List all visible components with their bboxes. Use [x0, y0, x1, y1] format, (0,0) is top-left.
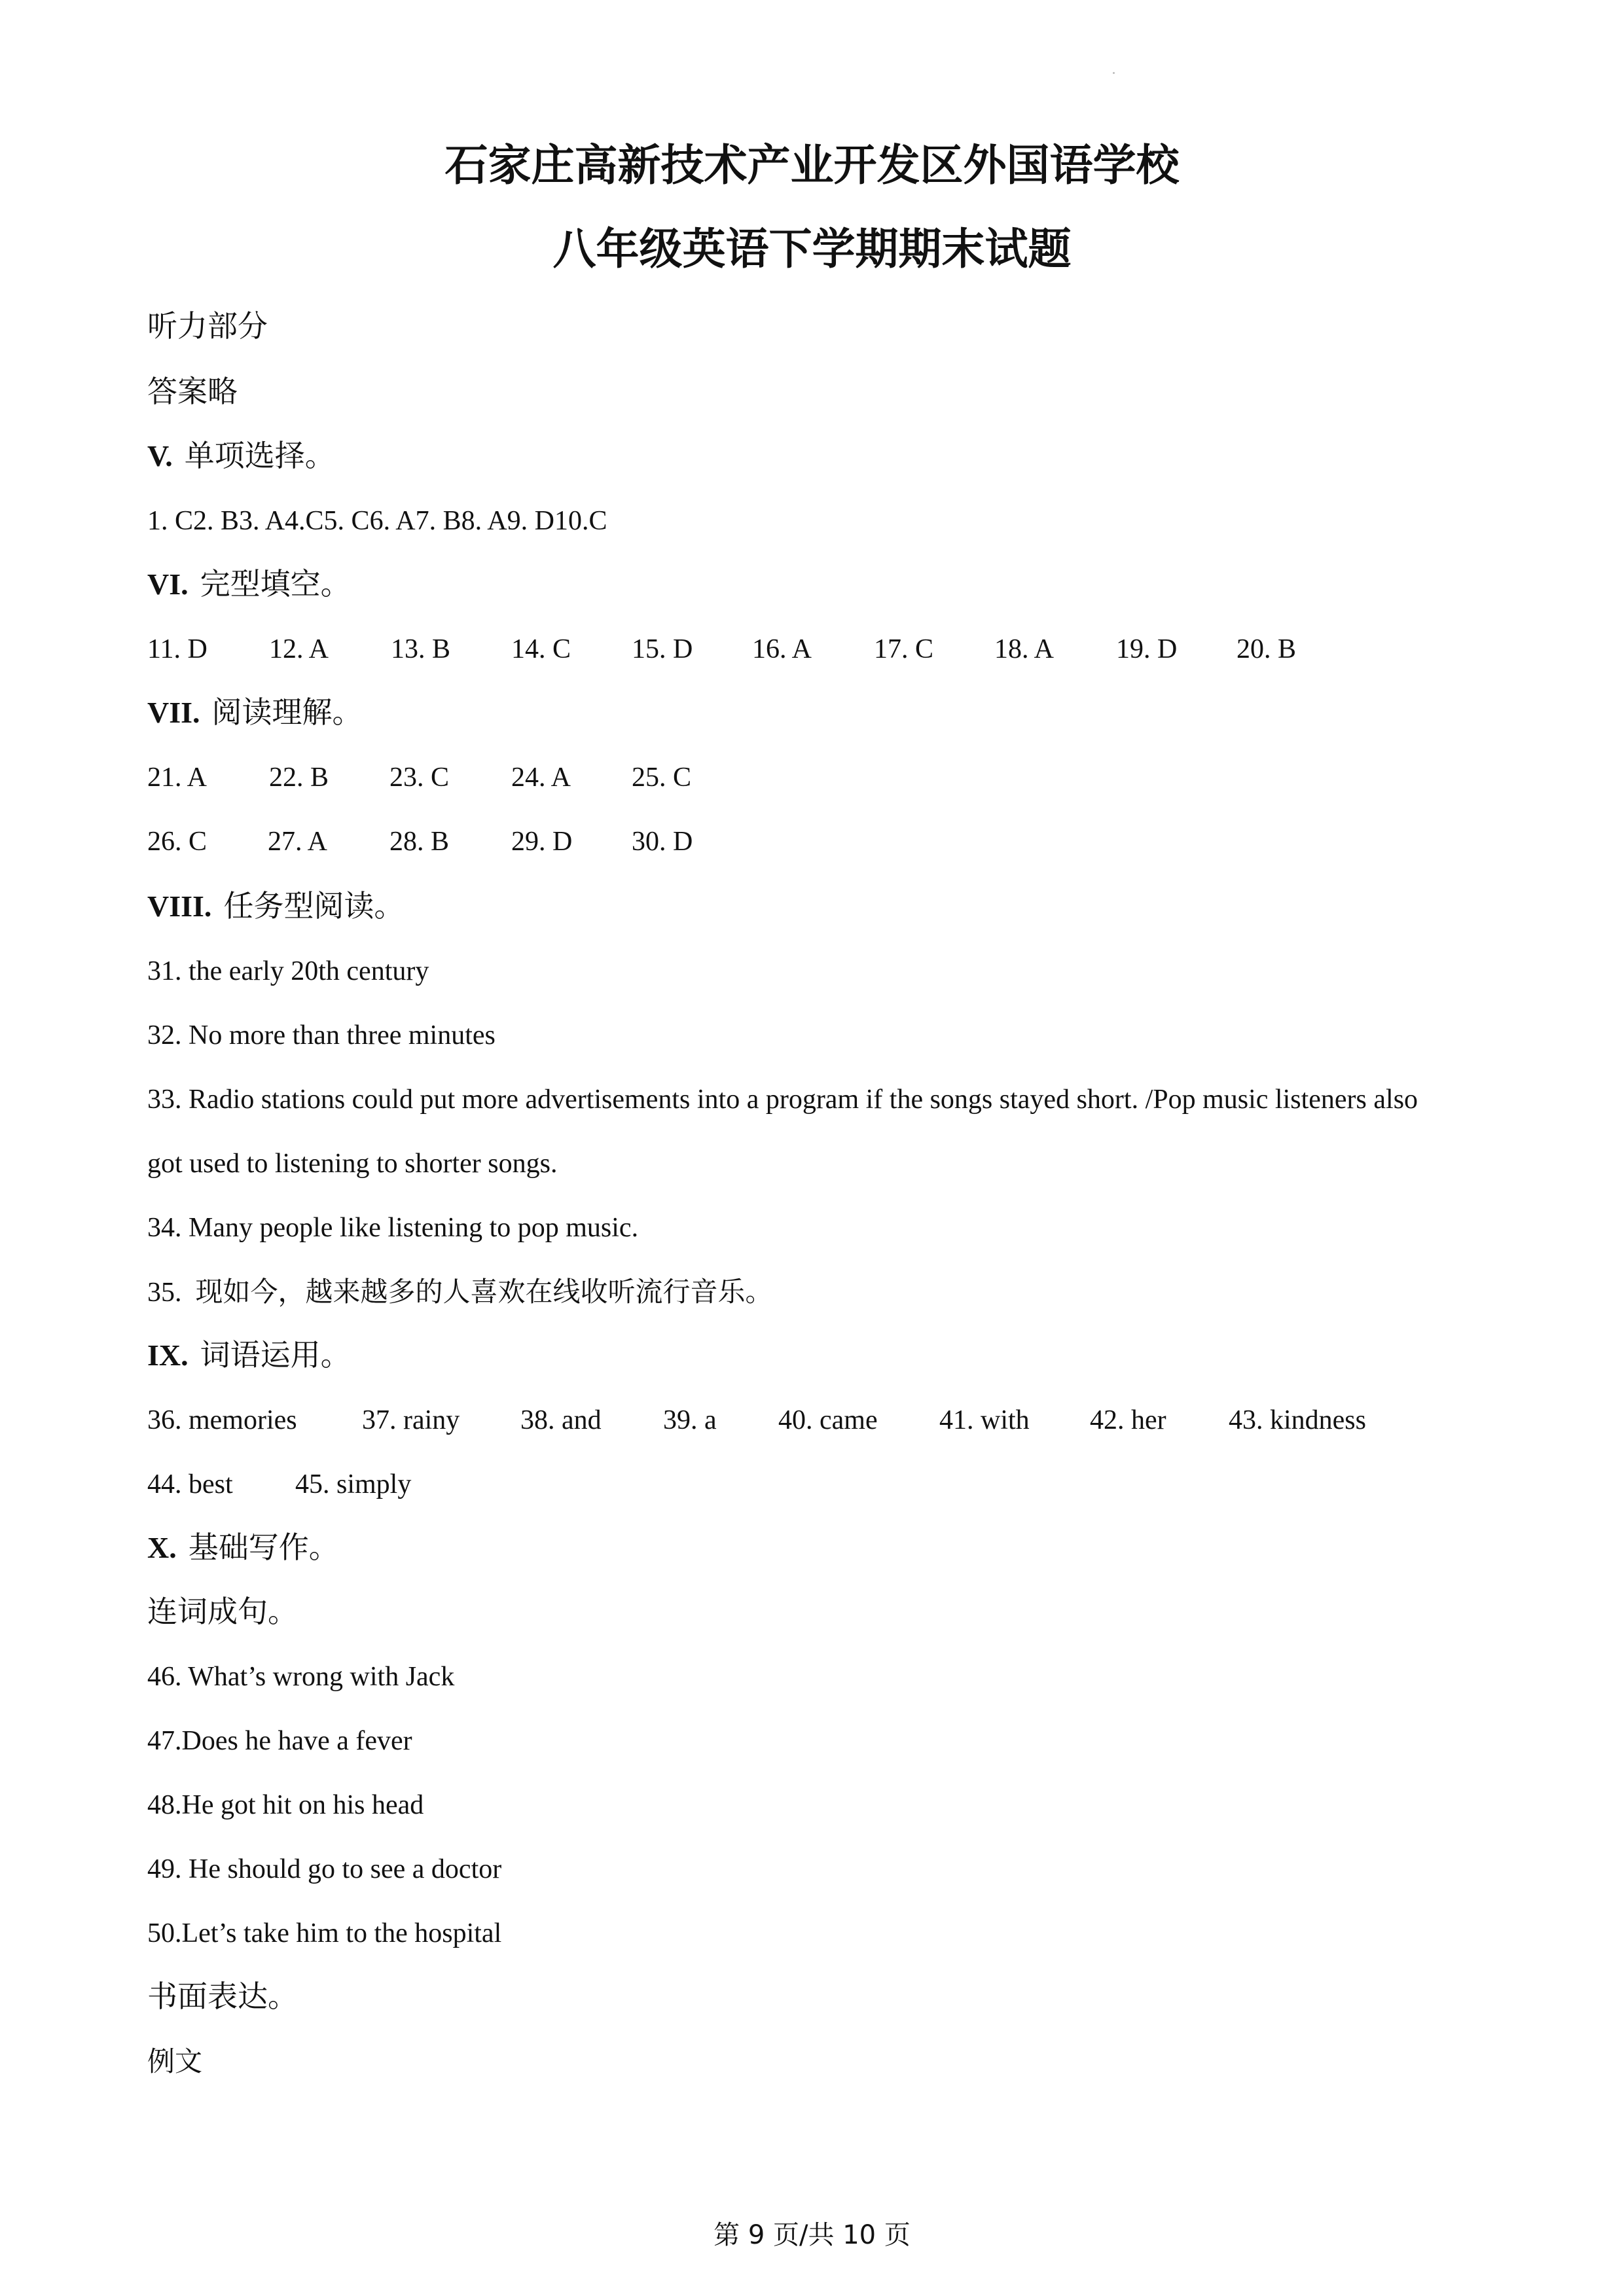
- answer-item: 12. A: [269, 634, 329, 664]
- answer-item: 44. best: [147, 1469, 233, 1499]
- section-vii-answers-row1: [147, 759, 933, 796]
- section-viii-number: VIII.: [147, 889, 212, 923]
- section-viii-title: 任务型阅读。: [223, 888, 405, 924]
- section-ix-title: 词语运用。: [200, 1337, 351, 1372]
- section-x-number: X.: [147, 1531, 177, 1564]
- answer-item: 30. D: [632, 827, 693, 857]
- answer-49: 49. He should go to see a doctor: [147, 1854, 502, 1884]
- answer-item: 22. B: [269, 762, 329, 793]
- answer-item: 40. came: [778, 1405, 878, 1435]
- section-x-title: 基础写作。: [188, 1530, 339, 1565]
- answer-32: 32. No more than three minutes: [147, 1020, 496, 1050]
- answer-item: 18. A: [994, 634, 1055, 664]
- answer-item: 21. A: [147, 762, 208, 793]
- section-v-number: V.: [147, 439, 173, 473]
- answer-item: 42. her: [1090, 1405, 1166, 1435]
- answer-35: [147, 1274, 773, 1311]
- section-vii-answers-row2: [147, 823, 933, 860]
- section-vii-title: 阅读理解。: [211, 694, 363, 730]
- section-vi-heading: [147, 565, 351, 603]
- answer-item: 43. kindness: [1229, 1405, 1366, 1435]
- answer-item: 15. D: [632, 634, 693, 664]
- answer-item: 45. simply: [295, 1469, 412, 1499]
- answer-34: 34. Many people like listening to pop music.: [147, 1213, 639, 1243]
- listening-note: 答案略: [147, 374, 238, 409]
- answer-35-text: 现如今，越来越多的人喜欢在线收听流行音乐。: [195, 1276, 773, 1308]
- answer-item: 41. with: [939, 1405, 1030, 1435]
- exam-title: 八年级英语下学期期末试题: [552, 223, 1072, 274]
- answer-item: 16. A: [752, 634, 812, 664]
- section-v-title: 单项选择。: [184, 438, 335, 473]
- answer-50: 50.Let’s take him to the hospital: [147, 1918, 502, 1948]
- page-number: 第 9 页/共 10 页: [713, 2220, 911, 2250]
- answer-item: 20. B: [1236, 634, 1297, 664]
- section-ix-heading: [147, 1336, 351, 1374]
- subheading-writing: 书面表达。: [147, 1979, 298, 2014]
- answer-item: 11. D: [147, 634, 208, 664]
- answer-33-line2: got used to listening to shorter songs.: [147, 1149, 558, 1179]
- answer-item: 37. rainy: [362, 1405, 460, 1435]
- section-x-heading: [147, 1529, 339, 1566]
- section-viii-heading: [147, 888, 404, 925]
- answer-item: 26. C: [147, 827, 208, 857]
- answer-35-number: 35.: [147, 1278, 182, 1308]
- section-vi-number: VI.: [147, 567, 189, 601]
- answer-item: 28. B: [389, 827, 450, 857]
- section-ix-answers-row2: [147, 1466, 671, 1503]
- answer-item: 17. C: [874, 634, 934, 664]
- answer-item: 25. C: [632, 762, 692, 793]
- answer-46: 46. What’s wrong with Jack: [147, 1662, 455, 1692]
- scan-speck: [1113, 72, 1115, 74]
- answer-item: 19. D: [1116, 634, 1178, 664]
- section-ix-answers-row1: [147, 1402, 1522, 1439]
- answer-item: 39. a: [663, 1405, 717, 1435]
- answer-48: 48.He got hit on his head: [147, 1790, 424, 1820]
- answer-item: 27. A: [268, 827, 328, 857]
- section-v-answers: 1. C2. B3. A4.C5. C6. A7. B8. A9. D10.C: [147, 506, 607, 536]
- answer-item: 23. C: [389, 762, 450, 793]
- answer-33-line1: 33. Radio stations could put more advertisements into a program if the songs stayed short. /Pop music listeners also: [147, 1085, 1418, 1115]
- section-vi-title: 完型填空。: [200, 566, 351, 601]
- answer-31: 31. the early 20th century: [147, 956, 429, 986]
- section-v-heading: [147, 437, 335, 475]
- section-vii-heading: [147, 694, 363, 731]
- answer-item: 38. and: [520, 1405, 602, 1435]
- answer-item: 24. A: [511, 762, 571, 793]
- answer-item: 13. B: [391, 634, 451, 664]
- school-title: 石家庄高新技术产业开发区外国语学校: [444, 139, 1180, 190]
- section-ix-number: IX.: [147, 1338, 189, 1372]
- sample-essay-label: 例文: [147, 2045, 203, 2077]
- answer-item: 29. D: [511, 827, 573, 857]
- answer-item: 36. memories: [147, 1405, 297, 1435]
- answer-47: 47.Does he have a fever: [147, 1726, 412, 1756]
- answer-item: 14. C: [511, 634, 571, 664]
- section-vi-answers: [147, 631, 1522, 668]
- listening-label: 听力部分: [147, 308, 268, 344]
- section-vii-number: VII.: [147, 696, 200, 729]
- subheading-sentence-building: 连词成句。: [147, 1594, 298, 1629]
